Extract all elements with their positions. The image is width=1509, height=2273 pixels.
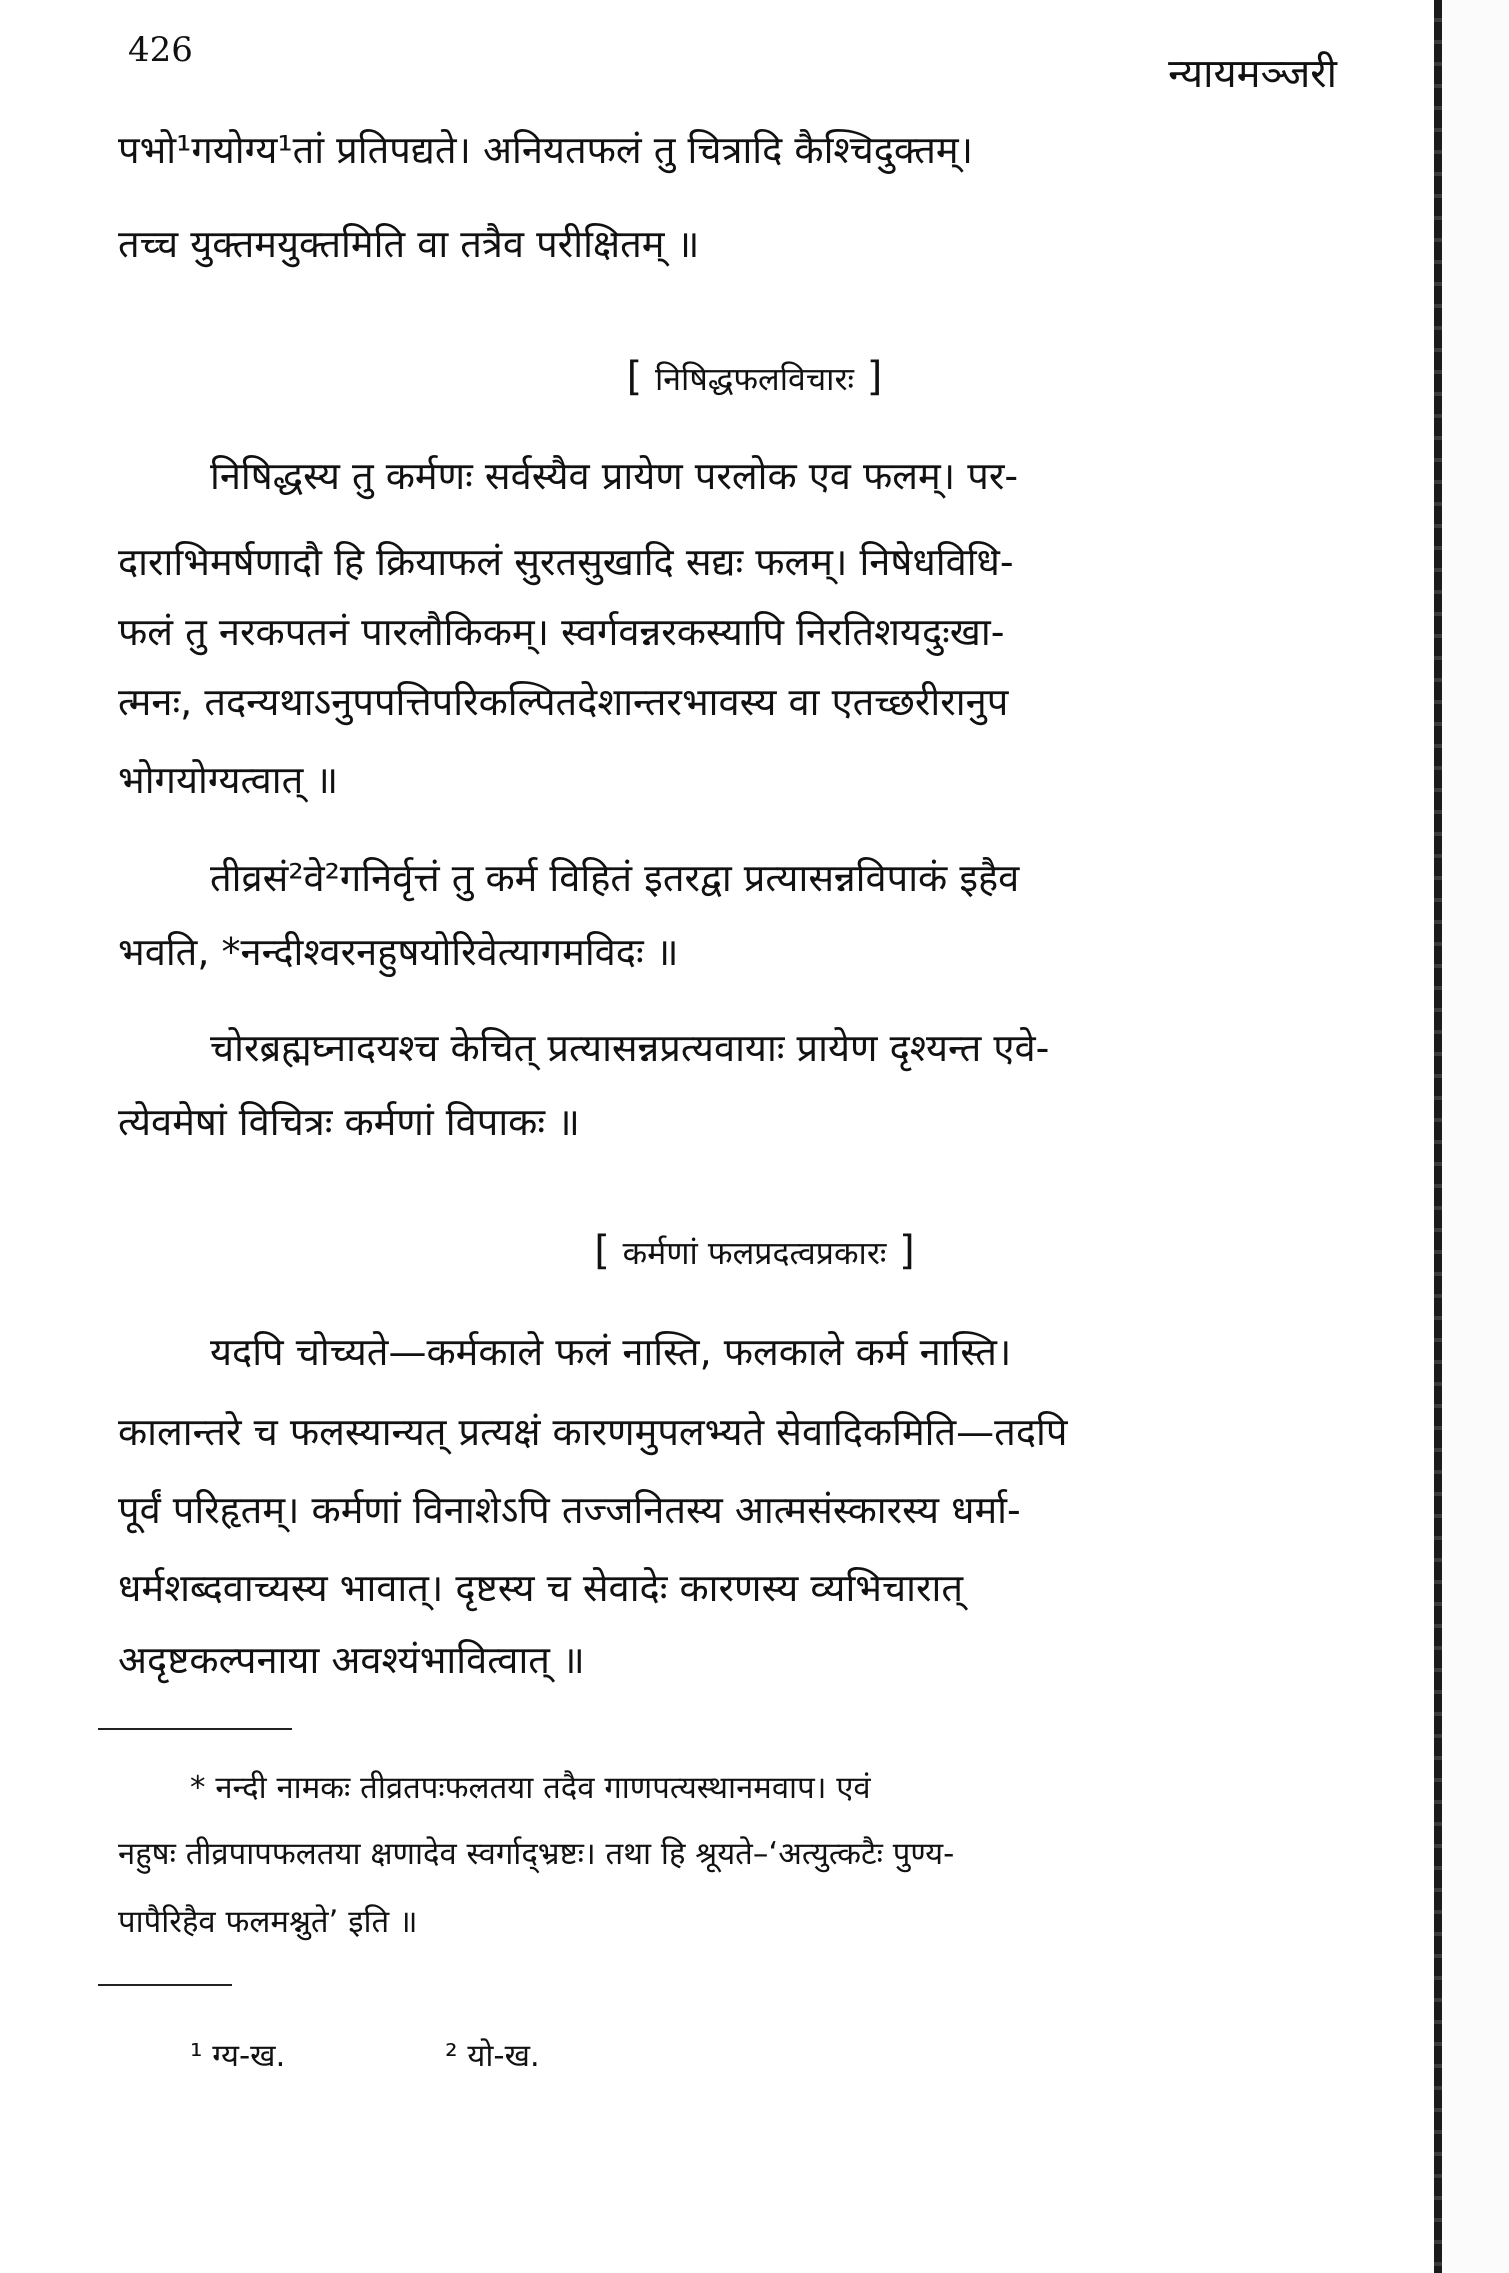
running-title: न्यायमञ्जरी: [1168, 51, 1337, 97]
section-heading-text: कर्मणां फलप्रदत्वप्रकारः: [622, 1234, 887, 1272]
text-line: अदृष्टकल्पनाया अवश्यंभावित्वात् ॥: [118, 1638, 585, 1682]
footnote-rule: [98, 1728, 292, 1730]
text-line: कालान्तरे च फलस्यान्यत् प्रत्यक्षं कारणमुपलभ्यते सेवादिकमिति—तदपि: [118, 1410, 1068, 1454]
book-binding-edge: [1434, 0, 1442, 2273]
section-heading-text: निषिद्धफलविचारः: [654, 360, 854, 398]
variant-readings: [190, 2032, 1338, 2080]
footnote-line: * नन्दी नामकः तीव्रतपःफलतया तदैव गाणपत्यस्थानमवाप। एवं: [190, 1770, 871, 1806]
footnote-line: पापैरिहैव फलमश्नुते’ इति ॥: [118, 1904, 418, 1940]
page-number: 426: [128, 30, 193, 70]
text-line: निषिद्धस्य तु कर्मणः सर्वस्यैव प्रायेण परलोक एव फलम्। पर-: [210, 454, 1019, 498]
footnote-line: नहुषः तीव्रपापफलतया क्षणादेव स्वर्गाद्भ्रष्टः। तथा हि श्रूयते–‘अत्युत्कटैः पुण्य-: [118, 1836, 955, 1872]
text-line: चोरब्रह्मघ्नादयश्च केचित् प्रत्यासन्नप्रत्यवायाः प्रायेण दृश्यन्त एवे-: [210, 1026, 1050, 1070]
text-line: भोगयोग्यत्वात् ॥: [118, 758, 339, 802]
variants-rule: [98, 1984, 232, 1986]
page-margin: [1442, 0, 1509, 2273]
variant-reading: ² यो-ख.: [445, 2038, 540, 2074]
text-line: धर्मशब्दवाच्यस्य भावात्। दृष्टस्य च सेवादेः कारणस्य व्यभिचारात्: [118, 1566, 964, 1610]
text-line: त्येवमेषां विचित्रः कर्मणां विपाकः ॥: [118, 1100, 580, 1144]
text-line: तच्च युक्तमयुक्तमिति वा तत्रैव परीक्षितम् ॥: [118, 222, 700, 266]
variant-reading: ¹ ग्य-ख.: [190, 2038, 286, 2074]
text-line: तीव्रसं²वे²गनिर्वृत्तं तु कर्म विहितं इतरद्वा प्रत्यासन्नविपाकं इहैव: [210, 856, 1020, 900]
text-line: फलं तु नरकपतनं पारलौकिकम्। स्वर्गवन्नरकस्यापि निरतिशयदुःखा-: [118, 610, 1005, 654]
text-line: पूर्वं परिहृतम्। कर्मणां विनाशेऽपि तज्जनितस्य आत्मसंस्कारस्य धर्मा-: [118, 1488, 1021, 1532]
text-line: भवति, *नन्दीश्वरनहुषयोरिवेत्यागमविदः ॥: [118, 930, 679, 974]
text-line: त्मनः, तदन्यथाऽनुपपत्तिपरिकल्पितदेशान्तरभावस्य वा एतच्छरीरानुप: [118, 680, 1009, 724]
section-heading: [ कर्मणां फलप्रदत्वप्रकारः ]: [594, 1228, 915, 1274]
text-line: यदपि चोच्यते—कर्मकाले फलं नास्ति, फलकाले कर्म नास्ति।: [210, 1330, 1012, 1374]
section-heading: [ निषिद्धफलविचारः ]: [626, 354, 883, 400]
text-line: पभो¹गयोग्य¹तां प्रतिपद्यते। अनियतफलं तु चित्रादि कैश्चिदुक्तम्।: [118, 128, 974, 172]
text-line: दाराभिमर्षणादौ हि क्रियाफलं सुरतसुखादि सद्यः फलम्। निषेधविधि-: [118, 540, 1014, 584]
